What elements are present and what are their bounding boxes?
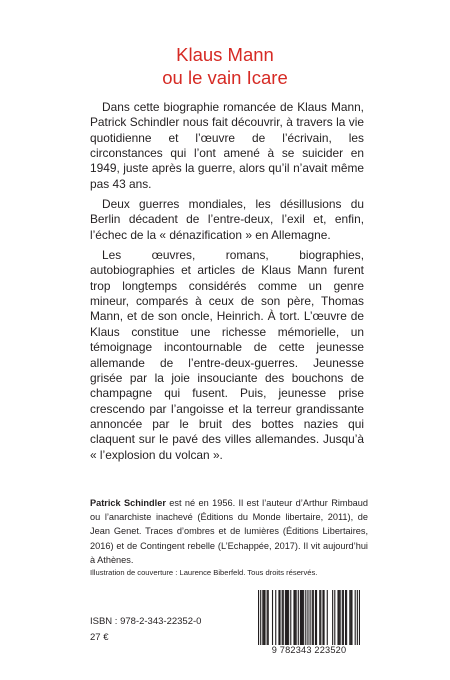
barcode-bar — [283, 590, 284, 645]
barcode-bar — [282, 590, 283, 645]
barcode-bar — [310, 590, 311, 645]
barcode-bar — [302, 590, 303, 645]
barcode-bar — [357, 590, 358, 645]
publisher-1: Éditions du Monde libertaire, 2011 — [200, 512, 348, 523]
barcode-bar — [293, 590, 294, 645]
barcode-bar — [322, 590, 323, 645]
barcode-bar — [295, 590, 296, 645]
isbn-number: ISBN : 978-2-343-22352-0 — [90, 616, 202, 627]
barcode-bar — [316, 590, 317, 645]
blurb-paragraph: Les œuvres, romans, biographies, autobiographies et articles de Klaus Mann furent trop longtemps considérés comme un genre mineur, comparés à ceux de son père, Thomas Mann, et de son oncle, Heinrich. À tort. L’œuvre de Klaus constitue une richesse mémorielle, un témoignage incontournable de cette jeunesse allemande de l’entre-deux-guerres. Jeunesse grisée par la joie insouciante des bouchons de champagne qui fusent. Puis, jeunesse prise crescendo par l’angoisse et la terreur grandissante annoncée par le bruit des bottes nazies qui claquent sur le pavé des villes allemandes. Jusqu’à « l’explosion du volcan ». — [90, 248, 364, 462]
bio-text: ( — [192, 512, 201, 523]
book-title: Klaus Mann — [176, 44, 274, 65]
barcode-bar — [340, 590, 341, 645]
blurb-paragraph: Dans cette biographie romancée de Klaus Mann, Patrick Schindler nous fait découvrir, à travers la vie quotidienne et l’œuvre de l’écrivain, les circonstances qui l’ont amené à se suicider en 1949, juste après la guerre, alors qu’il n’avait même pas 43 ans. — [90, 100, 364, 191]
barcode-bar — [307, 590, 308, 645]
price-label: 27 € — [90, 632, 109, 643]
barcode-bar — [359, 590, 360, 645]
bio-text: ), de — [347, 512, 368, 523]
barcode-digits: 9 782343 223520 — [271, 645, 347, 655]
barcode-bar — [339, 590, 340, 645]
bio-text: ) et de — [110, 540, 141, 551]
barcode-bar — [303, 590, 304, 645]
barcode-bar — [300, 590, 301, 645]
barcode-bar — [286, 590, 287, 645]
bio-text: ( — [215, 540, 221, 551]
barcode-bar — [343, 590, 344, 645]
barcode-bar — [334, 590, 335, 645]
barcode-bar — [319, 590, 320, 645]
barcode-bar — [275, 590, 276, 645]
barcode-bar — [350, 590, 351, 645]
book-subtitle: ou le vain Icare — [162, 67, 288, 88]
book-title-2: Jean Genet. Traces d’ombres et de lumières — [90, 526, 279, 537]
back-cover-blurb — [90, 100, 364, 468]
barcode-bar — [264, 590, 265, 645]
blurb-paragraph: Deux guerres mondiales, les désillusions du Berlin décadent de l’entre-deux, l’exil et, enfin, l’échec de la « dénazification » en Allemagne. — [90, 197, 364, 242]
barcode-bar — [327, 590, 328, 645]
publisher-3: L’Echappée, 2017 — [221, 540, 295, 551]
barcode-bar — [298, 590, 299, 645]
barcode-bar — [262, 590, 263, 645]
barcode-bar — [287, 590, 288, 645]
barcode-bar — [268, 590, 269, 645]
barcode-bar — [346, 590, 347, 645]
barcode-bar — [337, 590, 338, 645]
author-name: Patrick Schindler — [90, 498, 166, 508]
illustration-credit: Illustration de couverture : Laurence Biberfeld. Tous droits réservés. — [90, 568, 318, 577]
barcode-bar — [323, 590, 324, 645]
book-title-3: Contingent rebelle — [140, 540, 216, 551]
barcode-bar — [355, 590, 356, 645]
barcode-bar — [272, 590, 273, 645]
barcode-bar — [320, 590, 321, 645]
barcode-icon — [258, 590, 360, 645]
barcode-bar — [349, 590, 350, 645]
barcode-bar — [263, 590, 264, 645]
barcode-bar — [290, 590, 291, 645]
barcode-bar — [267, 590, 268, 645]
barcode-bar — [279, 590, 280, 645]
bio-text: ( — [278, 526, 286, 537]
barcode-bar — [301, 590, 302, 645]
barcode-bar — [351, 590, 352, 645]
barcode-bar — [313, 590, 314, 645]
barcode-bar — [312, 590, 313, 645]
author-bio — [90, 496, 368, 567]
barcode-bar — [260, 590, 261, 645]
bio-text: ). Il vit aujourd’hui à Athènes. — [90, 540, 368, 565]
barcode-bar — [288, 590, 289, 645]
book-title-1: Arthur Rimbaud ou l’anarchiste inachevé — [90, 498, 369, 523]
barcode-bar — [305, 590, 306, 645]
barcode-bar — [296, 590, 297, 645]
barcode-bar — [258, 590, 259, 645]
barcode-bar — [332, 590, 333, 645]
barcode-bar — [342, 590, 343, 645]
barcode-bar — [278, 590, 279, 645]
bio-text: est né en 1956. Il est l’auteur d’ — [165, 498, 303, 508]
barcode-bar — [315, 590, 316, 645]
barcode-bar — [285, 590, 286, 645]
barcode-bar — [345, 590, 346, 645]
publisher-2: Éditions Libertaires, 2016 — [90, 526, 369, 551]
